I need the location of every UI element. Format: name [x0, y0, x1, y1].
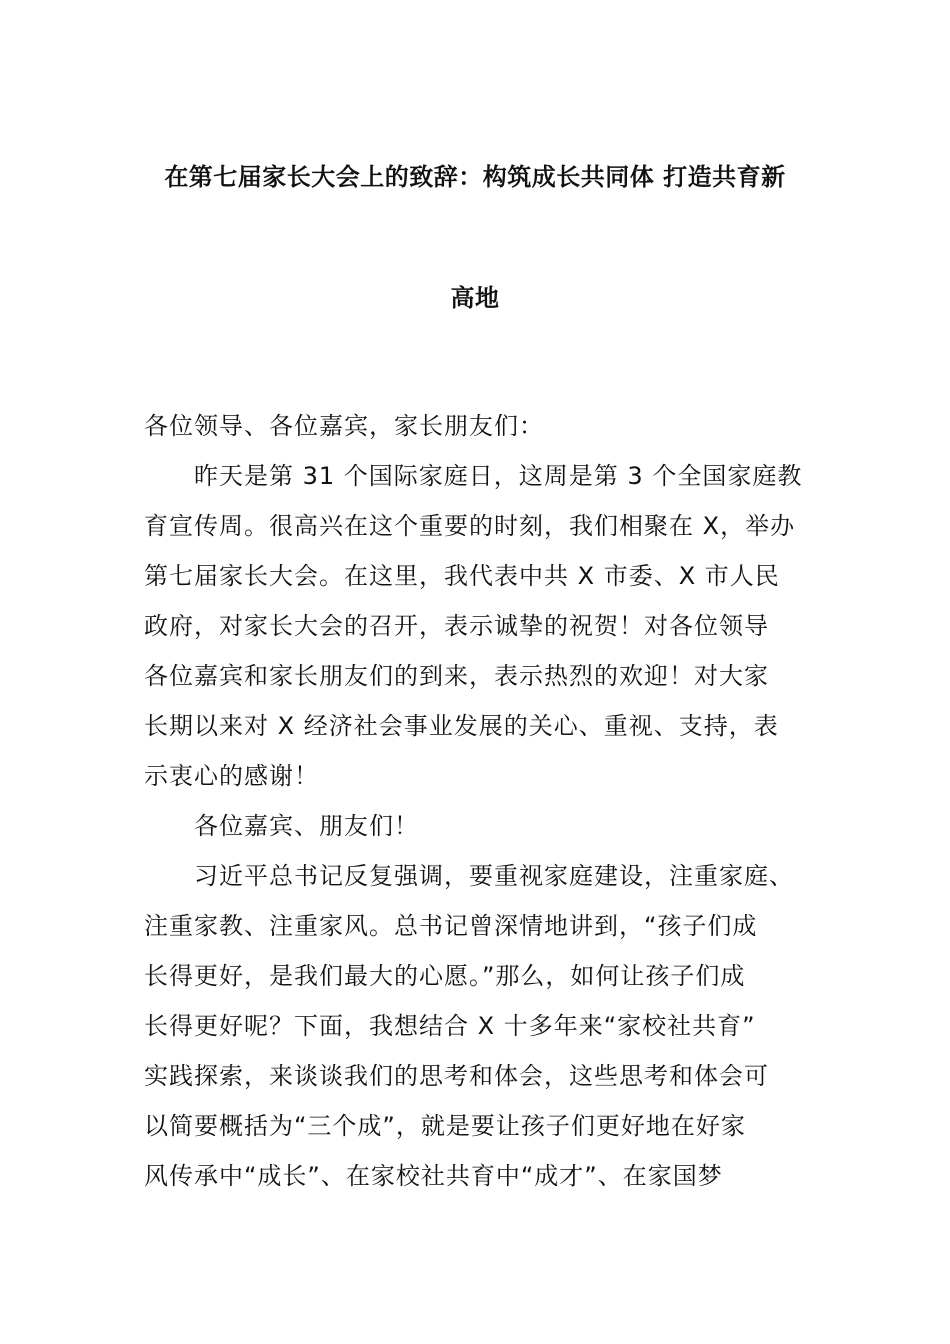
document-title-line-1: 在第七届家长大会上的致辞：构筑成长共同体 打造共育新 [164, 163, 786, 191]
paragraph-line: 育宣传周。很高兴在这个重要的时刻，我们相聚在 X，举办 [144, 512, 796, 540]
salutation: 各位领导、各位嘉宾，家长朋友们： [144, 412, 544, 440]
paragraph-line: 各位嘉宾、朋友们！ [194, 812, 419, 840]
paragraph-line: 第七届家长大会。在这里，我代表中共 X 市委、X 市人民 [144, 562, 780, 590]
paragraph-line: 以简要概括为“三个成”，就是要让孩子们更好地在好家 [144, 1112, 746, 1140]
paragraph-line: 示衷心的感谢！ [144, 762, 319, 790]
paragraph-line: 长得更好，是我们最大的心愿。”那么，如何让孩子们成 [144, 962, 746, 990]
paragraph-line: 各位嘉宾和家长朋友们的到来，表示热烈的欢迎！对大家 [144, 662, 769, 690]
paragraph-line: 风传承中“成长”、在家校社共育中“成才”、在家国梦 [144, 1162, 723, 1190]
paragraph-line: 实践探索，来谈谈我们的思考和体会，这些思考和体会可 [144, 1062, 769, 1090]
paragraph-line: 政府，对家长大会的召开，表示诚挚的祝贺！对各位领导 [144, 612, 769, 640]
document-title-line-2: 高地 [450, 284, 500, 312]
paragraph-line: 长得更好呢？下面，我想结合 X 十多年来“家校社共育” [144, 1012, 756, 1040]
paragraph-line: 注重家教、注重家风。总书记曾深情地讲到，“孩子们成 [144, 912, 758, 940]
paragraph-line: 习近平总书记反复强调，要重视家庭建设，注重家庭、 [194, 862, 794, 890]
paragraph-line: 昨天是第 31 个国际家庭日，这周是第 3 个全国家庭教 [194, 462, 803, 490]
paragraph-line: 长期以来对 X 经济社会事业发展的关心、重视、支持，表 [144, 712, 779, 740]
document-body [144, 401, 810, 1201]
